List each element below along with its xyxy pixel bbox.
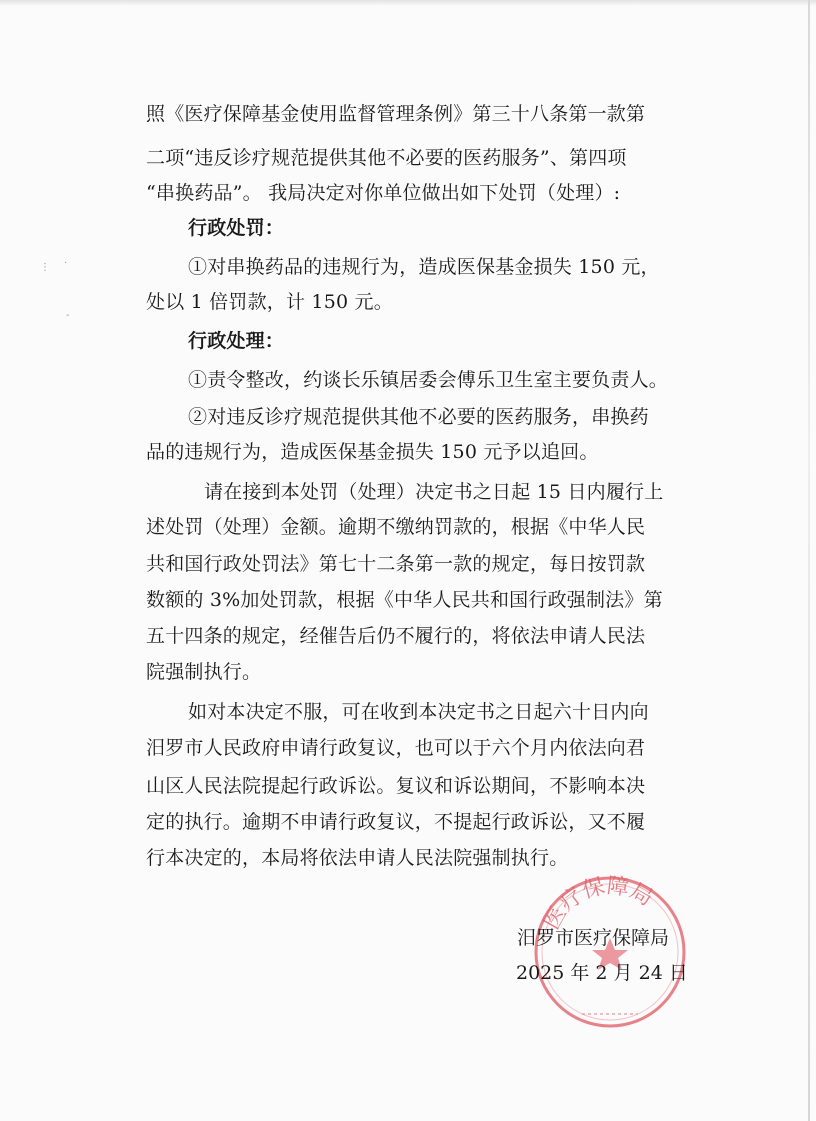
seal-text: 医疗保障局 (539, 873, 657, 935)
payment-notice-line-4: 数额的 3%加处罚款，根据《中华人民共和国行政强制法》第 (146, 589, 663, 611)
scan-mark: - (66, 310, 70, 321)
scan-mark: · (64, 258, 68, 269)
payment-notice-line-6: 院强制执行。 (146, 661, 262, 683)
scan-edge-line (808, 0, 810, 1121)
payment-notice-line-3: 共和国行政处罚法》第七十二条第一款的规定，每日按罚款 (146, 553, 646, 575)
intro-line-2: 二项“违反诊疗规范提供其他不必要的医药服务”、第四项 (146, 147, 627, 169)
issuing-authority: 汨罗市医疗保障局 (517, 927, 670, 949)
penalty-item-line-1: ①对串换药品的违规行为，造成医保基金损失 150 元， (188, 256, 660, 278)
intro-line-1: 照《医疗保障基金使用监督管理条例》第三十八条第一款第 (146, 103, 646, 125)
scan-top-shadow (0, 0, 816, 6)
svg-text:医疗保障局 (539, 873, 657, 934)
penalty-item-line-2: 处以 1 倍罚款，计 150 元。 (146, 291, 393, 313)
payment-notice-line-5: 五十四条的规定，经催告后仍不履行的，将依法申请人民法 (146, 625, 646, 647)
official-seal-stamp (530, 872, 690, 1032)
appeal-notice-line-4: 定的执行。逾期不申请行政复议，不提起行政诉讼，又不履 (146, 811, 646, 833)
intro-line-3: “串换药品”。 我局决定对你单位做出如下处罚（处理）: (146, 182, 621, 204)
handling-heading: 行政处理： (188, 330, 285, 352)
appeal-notice-line-2: 汨罗市人民政府申请行政复议，也可以于六个月内依法向君 (146, 737, 646, 759)
handling-item-1: ①责令整改，约谈长乐镇居委会傅乐卫生室主要负责人。 (188, 369, 669, 391)
payment-notice-line-1: 请在接到本处罚（处理）决定书之日起 15 日内履行上 (204, 481, 664, 503)
payment-notice-line-2: 述处罚（处理）金额。逾期不缴纳罚款的，根据《中华人民 (146, 516, 646, 538)
handling-item-2-line-1: ②对违反诊疗规范提供其他不必要的医药服务，串换药 (188, 406, 649, 428)
scan-mark: ⋮ (40, 262, 50, 273)
handling-item-2-line-2: 品的违规行为，造成医保基金损失 150 元予以追回。 (146, 441, 599, 463)
appeal-notice-line-5: 行本决定的，本局将依法申请人民法院强制执行。 (146, 847, 569, 869)
penalty-heading: 行政处罚： (188, 217, 285, 239)
appeal-notice-line-3: 山区人民法院提起行政诉讼。复议和诉讼期间，不影响本决 (146, 775, 646, 797)
issue-date: 2025 年 2 月 24 日 (516, 962, 688, 984)
appeal-notice-line-1: 如对本决定不服，可在收到本决定书之日起六十日内向 (188, 701, 649, 723)
